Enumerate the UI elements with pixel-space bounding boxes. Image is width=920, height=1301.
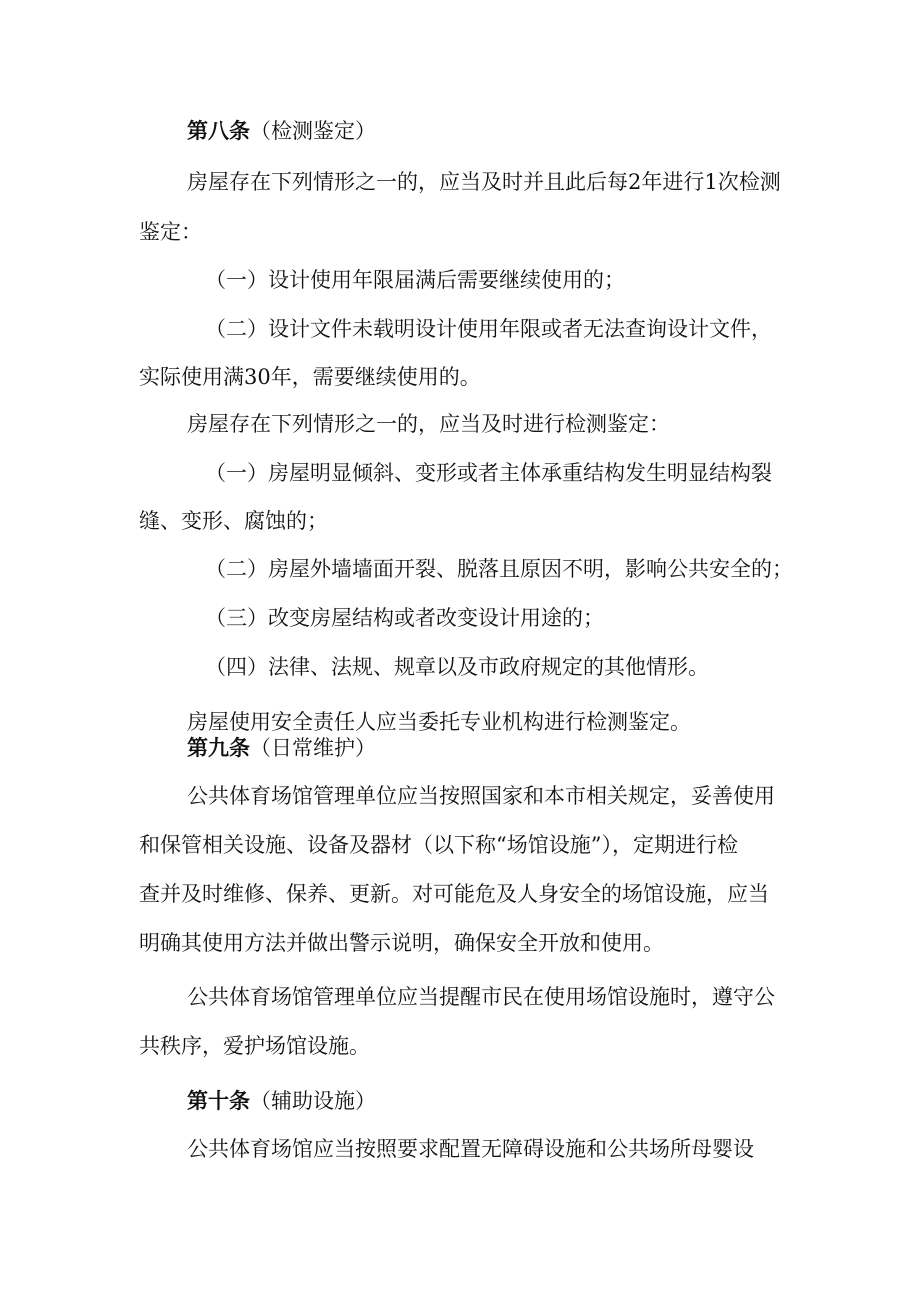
article-10-title: （辅助设施） [250, 1089, 376, 1113]
article-8-subitem-4: （四）法律、法规、规章以及市政府规定的其他情形。 [205, 655, 709, 679]
article-8-subitem-2: （二）房屋外墙墙面开裂、脱落且原因不明，影响公共安全的； [205, 557, 793, 581]
article-9-paragraph-1-line-3: 查并及时维修、保养、更新。对可能危及人身安全的场馆设施，应当 [139, 882, 769, 906]
article-8-item-2-line-2: 实际使用满30年，需要继续使用的。 [139, 365, 481, 389]
article-10-paragraph-1-line-1: 公共体育场馆应当按照要求配置无障碍设施和公共场所母婴设 [187, 1137, 754, 1161]
article-9-paragraph-1-line-4: 明确其使用方法并做出警示说明，确保安全开放和使用。 [139, 931, 664, 955]
article-9-paragraph-1-line-1: 公共体育场馆管理单位应当按照国家和本市相关规定，妥善使用 [187, 784, 775, 808]
article-9-number: 第九条 [187, 735, 250, 760]
article-8-paragraph-3: 房屋使用安全责任人应当委托专业机构进行检测鉴定。 [187, 710, 691, 734]
article-8-paragraph-1-line-1: 房屋存在下列情形之一的，应当及时并且此后每2年进行1次检测 [187, 170, 781, 194]
article-8-number: 第八条 [187, 118, 250, 143]
article-9-paragraph-1-line-2: 和保管相关设施、设备及器材（以下称“场馆设施”），定期进行检 [139, 833, 738, 857]
article-8-heading [187, 117, 376, 145]
article-10-number: 第十条 [187, 1088, 250, 1113]
article-9-paragraph-2-line-1: 公共体育场馆管理单位应当提醒市民在使用场馆设施时，遵守公 [187, 985, 775, 1009]
article-9-heading [187, 734, 376, 762]
article-9-paragraph-2-line-2: 共秩序，爱护场馆设施。 [139, 1034, 370, 1058]
article-8-subitem-1-line-1: （一）房屋明显倾斜、变形或者主体承重结构发生明显结构裂 [205, 461, 772, 485]
article-9-title: （日常维护） [250, 736, 376, 760]
article-8-subitem-1-line-2: 缝、变形、腐蚀的； [139, 509, 328, 533]
article-8-paragraph-2: 房屋存在下列情形之一的，应当及时进行检测鉴定： [187, 412, 670, 436]
article-8-subitem-3: （三）改变房屋结构或者改变设计用途的； [205, 606, 604, 630]
article-8-title: （检测鉴定） [250, 119, 376, 143]
article-10-heading [187, 1087, 376, 1115]
article-8-item-1: （一）设计使用年限届满后需要继续使用的； [205, 268, 625, 292]
article-8-paragraph-1-line-2: 鉴定： [139, 220, 202, 244]
article-8-item-2-line-1: （二）设计文件未载明设计使用年限或者无法查询设计文件， [205, 317, 772, 341]
